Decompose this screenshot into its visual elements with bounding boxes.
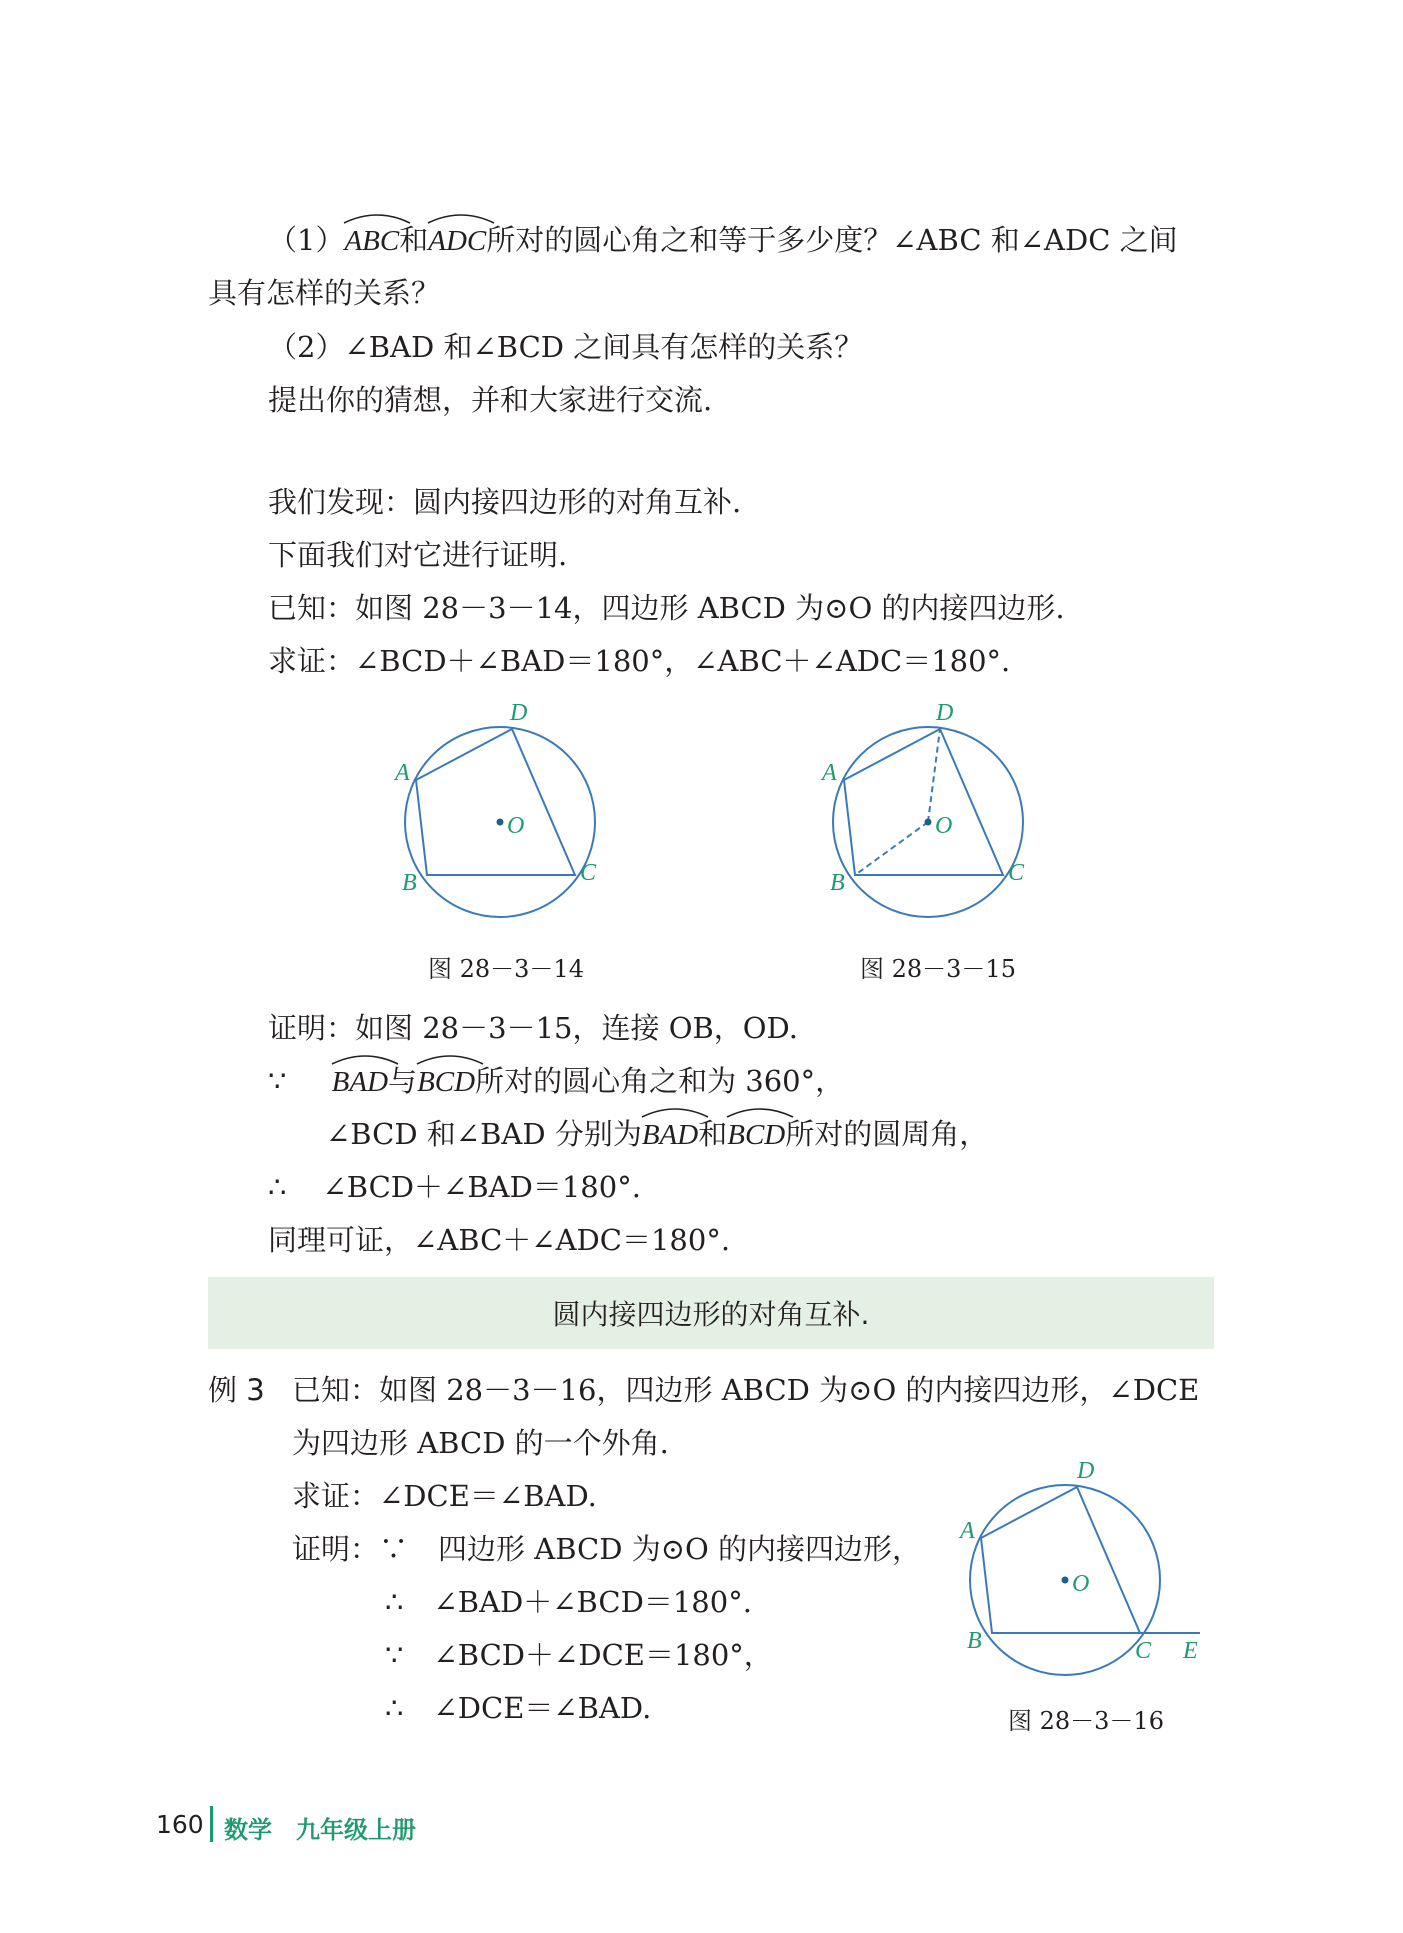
label-a: A xyxy=(822,760,837,786)
book-title: 数学 九年级上册 xyxy=(224,1816,416,1844)
example-given-1: 已知：如图 28－3－16，四边形 ABCD 为⊙O 的内接四边形，∠DCE xyxy=(292,1373,1200,1407)
arc-bad: BAD xyxy=(332,1062,388,1102)
label-b: B xyxy=(402,870,417,896)
label-d: D xyxy=(510,700,528,726)
arc-bcd: BCD xyxy=(727,1115,785,1155)
center-point xyxy=(497,819,504,826)
label-d: D xyxy=(936,700,954,726)
example-to-prove: 求证：∠DCE＝∠BAD. xyxy=(292,1479,597,1513)
finding: 我们发现：圆内接四边形的对角互补. xyxy=(268,485,742,519)
example-proof-3: ∵ ∠BCD＋∠DCE＝180°， xyxy=(385,1638,773,1672)
proof-line-4: ∴ ∠BCD＋∠BAD＝180°. xyxy=(268,1170,641,1204)
example-proof-2: ∴ ∠BAD＋∠BCD＝180°. xyxy=(385,1585,752,1619)
question-2: （2）∠BAD 和∠BCD 之间具有怎样的关系？ xyxy=(268,330,864,364)
quadrilateral-abcd xyxy=(844,729,1003,875)
therefore-symbol: ∴ xyxy=(268,1170,287,1204)
page-number: 160 xyxy=(156,1810,204,1839)
given: 已知：如图 28－3－14，四边形 ABCD 为⊙O 的内接四边形. xyxy=(268,591,1065,625)
label-o: O xyxy=(935,813,953,839)
label-d: D xyxy=(1077,1458,1095,1484)
example-proof-1: 证明：∵ 四边形 ABCD 为⊙O 的内接四边形， xyxy=(292,1532,921,1566)
center-point xyxy=(925,819,932,826)
caption-28-3-14: 图 28－3－14 xyxy=(428,955,584,983)
label-a: A xyxy=(395,760,410,786)
label-b: B xyxy=(967,1628,982,1654)
arc-mark xyxy=(330,1050,400,1066)
q1-prefix: （1） xyxy=(268,223,345,257)
label-a: A xyxy=(960,1518,975,1544)
arc-mark xyxy=(426,209,496,225)
example-proof-4: ∴ ∠DCE＝∠BAD. xyxy=(385,1691,652,1725)
arc-bcd: BCD xyxy=(417,1062,475,1102)
label-c: C xyxy=(1008,860,1025,886)
question-1 xyxy=(268,220,1178,261)
footer-divider xyxy=(210,1806,213,1842)
label-c: C xyxy=(580,860,597,886)
arc-mark xyxy=(640,1103,710,1119)
proof-line-2: ∵ BAD与 BCD所对的圆心角之和为 360°， xyxy=(268,1061,844,1102)
q1-and: 和 xyxy=(399,223,429,257)
segment-ob xyxy=(855,822,928,875)
label-e: E xyxy=(1183,1638,1198,1664)
arc-mark xyxy=(342,209,412,225)
arc-mark xyxy=(415,1050,485,1066)
proof-intro: 下面我们对它进行证明. xyxy=(268,538,568,572)
label-o: O xyxy=(507,813,525,839)
because-symbol: ∵ xyxy=(268,1064,287,1098)
question-3: 提出你的猜想，并和大家进行交流. xyxy=(268,383,713,417)
caption-28-3-16: 图 28－3－16 xyxy=(1008,1707,1164,1735)
label-o: O xyxy=(1072,1571,1090,1597)
figure-28-3-14 xyxy=(380,690,620,930)
label-b: B xyxy=(830,870,845,896)
example-given-2: 为四边形 ABCD 的一个外角. xyxy=(292,1426,669,1460)
figure-28-3-16 xyxy=(945,1445,1225,1685)
arc-bad: BAD xyxy=(642,1115,698,1155)
label-c: C xyxy=(1135,1638,1152,1664)
q1-rest: 所对的圆心角之和等于多少度？∠ABC 和∠ADC 之间 xyxy=(486,223,1178,257)
proof-line-1: 证明：如图 28－3－15，连接 OB，OD. xyxy=(268,1011,798,1045)
proof-line-5: 同理可证，∠ABC＋∠ADC＝180°. xyxy=(268,1223,731,1257)
arc-adc: ADC xyxy=(428,221,486,261)
segment-od xyxy=(928,729,940,822)
caption-28-3-15: 图 28－3－15 xyxy=(860,955,1016,983)
theorem-text: 圆内接四边形的对角互补. xyxy=(552,1298,870,1331)
question-1-cont: 具有怎样的关系？ xyxy=(208,276,441,310)
theorem-box xyxy=(208,1277,1214,1349)
figure-28-3-15 xyxy=(800,690,1040,930)
arc-abc: ABC xyxy=(344,221,399,261)
arc-mark xyxy=(725,1103,795,1119)
proof-line-3: ∠BCD 和∠BAD 分别为 BAD和 BCD所对的圆周角， xyxy=(326,1114,988,1155)
quadrilateral-abcd xyxy=(416,729,575,875)
to-prove: 求证：∠BCD＋∠BAD＝180°，∠ABC＋∠ADC＝180°. xyxy=(268,644,1011,678)
example-label: 例 3 xyxy=(208,1373,265,1407)
center-point xyxy=(1062,1577,1069,1584)
quadrilateral-abcd xyxy=(981,1487,1140,1633)
